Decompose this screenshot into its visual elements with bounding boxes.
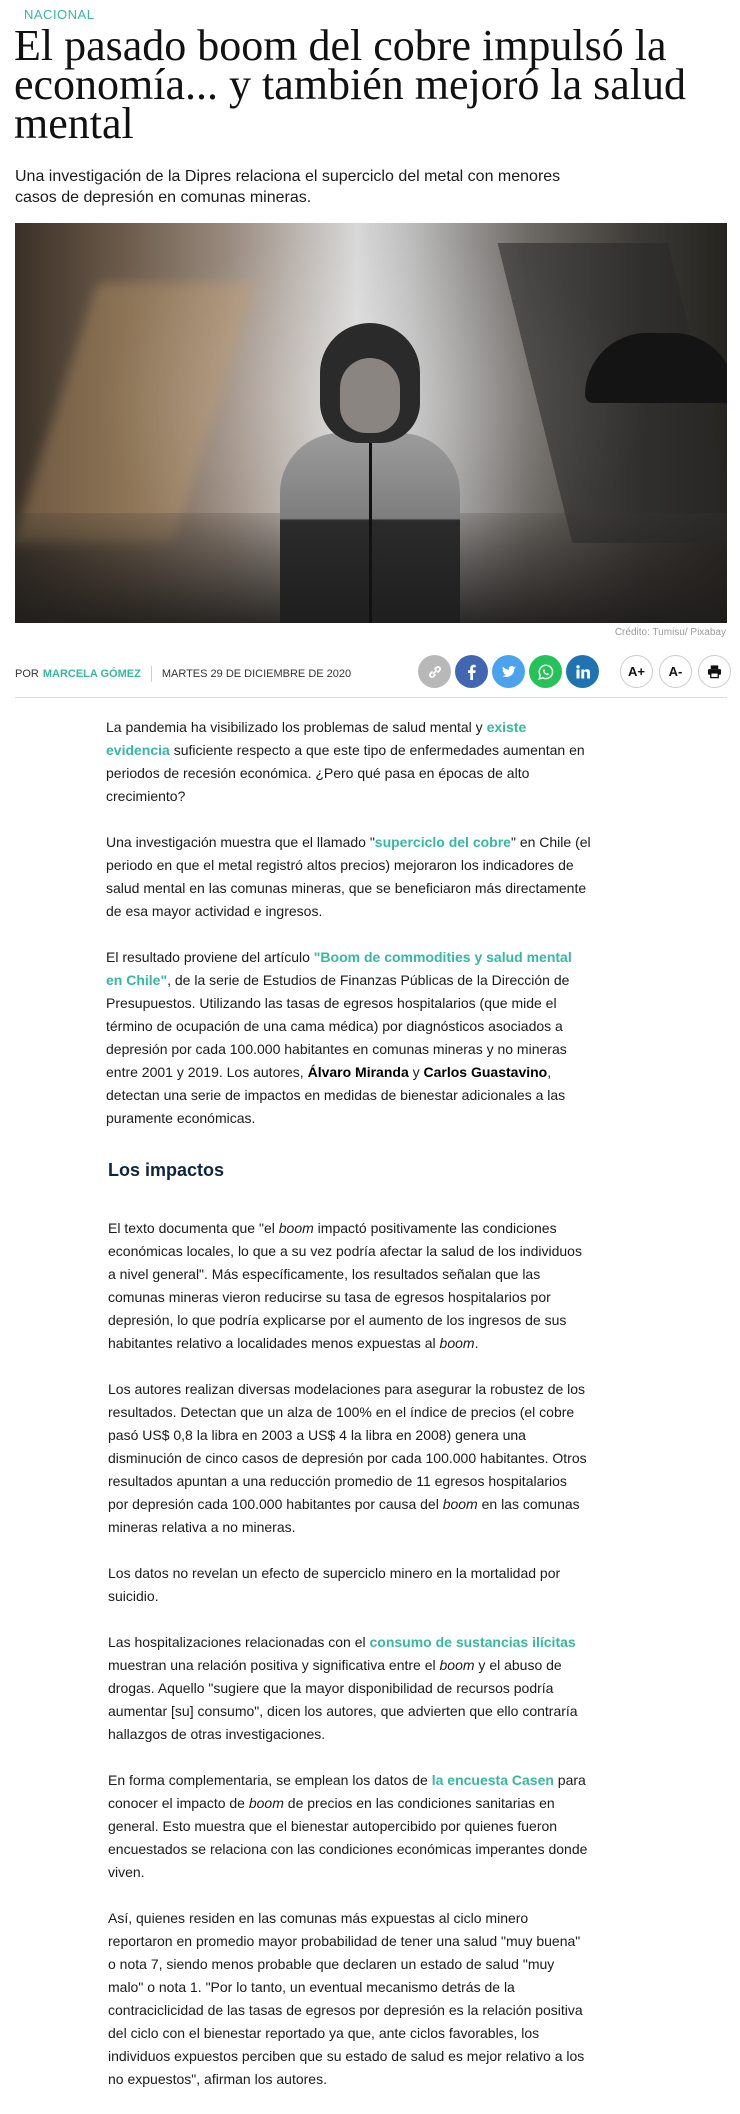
article-body <box>106 716 591 2114</box>
whatsapp-icon <box>538 664 554 680</box>
paragraph: El resultado proviene del artículo "Boom de commodities y salud mental en Chile", de la serie de Estudios de Finanzas Públicas de la Dirección de Presupuestos. Utilizando las tasas de egresos hospitalarios (que mide el término de ocupación de una cama médica) por diagnósticos asociados a depresión por cada 100.000 habitantes en comunas mineras y no mineras entre 2001 y 2019. Los autores, Álvaro Miranda y Carlos Guastavino, detectan una serie de impactos en medidas de bienestar adicionales a las puramente económicas. <box>106 949 572 1126</box>
share-bar <box>418 655 603 688</box>
link-superciclo-del-cobre[interactable]: superciclo del cobre <box>374 834 511 850</box>
link-existe-evidencia[interactable]: existe evidencia <box>106 719 527 758</box>
author-link[interactable]: MARCELA GÓMEZ <box>42 668 141 680</box>
paragraph: Las hospitalizaciones relacionadas con el consumo de sustancias ilícitas muestran una relación positiva y significativa entre el boom y el abuso de drogas. Aquello "sugiere que la mayor disponibilidad de recursos podría aumentar [su] consumo", dicen los autores, que advierten que ello contraría hallazgos de otras investigaciones. <box>108 1634 578 1742</box>
subheading-los-impactos: Los impactos <box>108 1160 225 1180</box>
linkedin-share-button[interactable] <box>566 655 599 688</box>
byline-divider <box>151 666 152 682</box>
font-decrease-button[interactable]: A- <box>659 655 692 688</box>
link-encuesta-casen[interactable]: la encuesta Casen <box>431 1772 554 1788</box>
text-tools <box>620 655 737 688</box>
link-consumo-sustancias[interactable]: consumo de sustancias ilícitas <box>369 1634 576 1650</box>
section-tag[interactable]: NACIONAL <box>24 7 95 22</box>
paragraph: La pandemia ha visibilizado los problemas de salud mental y existe evidencia suficiente respecto a que este tipo de enfermedades aumentan en periodos de recesión económica. ¿Pero qué pasa en épocas de alto crecimiento? <box>106 719 585 804</box>
facebook-icon <box>464 664 480 680</box>
byline <box>15 666 351 682</box>
publish-date: MARTES 29 DE DICIEMBRE DE 2020 <box>161 668 352 680</box>
hero-image <box>15 223 727 623</box>
twitter-share-button[interactable] <box>492 655 525 688</box>
print-icon <box>707 664 722 679</box>
author-name: Carlos Guastavino <box>423 1064 548 1080</box>
byline-por: POR <box>15 668 39 680</box>
photo-credit: Crédito: Tumisu/ Pixabay <box>614 627 726 638</box>
subtitle: Una investigación de la Dipres relaciona el superciclo del metal con menores casos de depresión en comunas mineras. <box>15 168 561 206</box>
copy-link-button[interactable] <box>418 655 451 688</box>
headline: El pasado boom del cobre impulsó la economía... y también mejoró la salud mental <box>14 21 687 148</box>
paragraph: El texto documenta que "el boom impactó positivamente las condiciones económicas locales, lo que a su vez podría afectar la salud de los individuos a nivel general". Más específicamente, los resultados señalan que las comunas mineras vieron reducirse su tasa de egresos hospitalarios por depresión, lo que podría explicarse por el aumento de los ingresos de sus habitantes relativo a localidades menos expuestas al boom. <box>108 1220 582 1351</box>
facebook-share-button[interactable] <box>455 655 488 688</box>
twitter-icon <box>501 664 517 680</box>
link-icon <box>427 664 443 680</box>
font-increase-button[interactable]: A+ <box>620 655 653 688</box>
paragraph: Así, quienes residen en las comunas más expuestas al ciclo minero reportaron en promedio mayor probabilidad de tener una salud "muy buena" o nota 7, siendo menos probable que declaren un estado de salud "muy malo" o nota 1. "Por lo tanto, un eventual mecanismo detrás de la contraciclicidad de las tasas de egresos por depresión es la relación positiva del ciclo con el bienestar reportado ya que, ante ciclos favorables, los individuos expuestos perciben que su estado de salud es mejor relativo a los no expuestos", afirman los autores. <box>108 1910 585 2087</box>
header-divider <box>15 697 727 698</box>
linkedin-icon <box>575 664 591 680</box>
link-boom-commodities[interactable]: "Boom de commodities y salud mental en Chile" <box>106 949 572 988</box>
author-name: Álvaro Miranda <box>307 1064 409 1080</box>
paragraph: Los datos no revelan un efecto de superciclo minero en la mortalidad por suicidio. <box>108 1565 561 1604</box>
print-button[interactable] <box>698 655 731 688</box>
paragraph: En forma complementaria, se emplean los datos de la encuesta Casen para conocer el impacto de boom de precios en las condiciones sanitarias en general. Esto muestra que el bienestar autopercibido por quienes fueron encuestados se relaciona con las condiciones económicas imperantes donde viven. <box>108 1772 588 1880</box>
paragraph: Los autores realizan diversas modelaciones para asegurar la robustez de los resultados. Detectan que un alza de 100% en el índice de precios (el cobre pasó US$ 0,8 la libra en 2003 a US$ 4 la libra en 2008) genera una disminución de cinco casos de depresión por cada 100.000 habitantes. Otros resultados apuntan a una reducción promedio de 11 egresos hospitalarios por depresión cada 100.000 habitantes por causa del boom en las comunas mineras relativa a no mineras. <box>108 1381 587 1535</box>
whatsapp-share-button[interactable] <box>529 655 562 688</box>
hooded-man-figure <box>270 323 470 623</box>
paragraph: Una investigación muestra que el llamado "superciclo del cobre" en Chile (el periodo en que el metal registró altos precios) mejoraron los indicadores de salud mental en las comunas mineras, que se beneficiaron más directamente de esa mayor actividad e ingresos. <box>106 834 591 919</box>
